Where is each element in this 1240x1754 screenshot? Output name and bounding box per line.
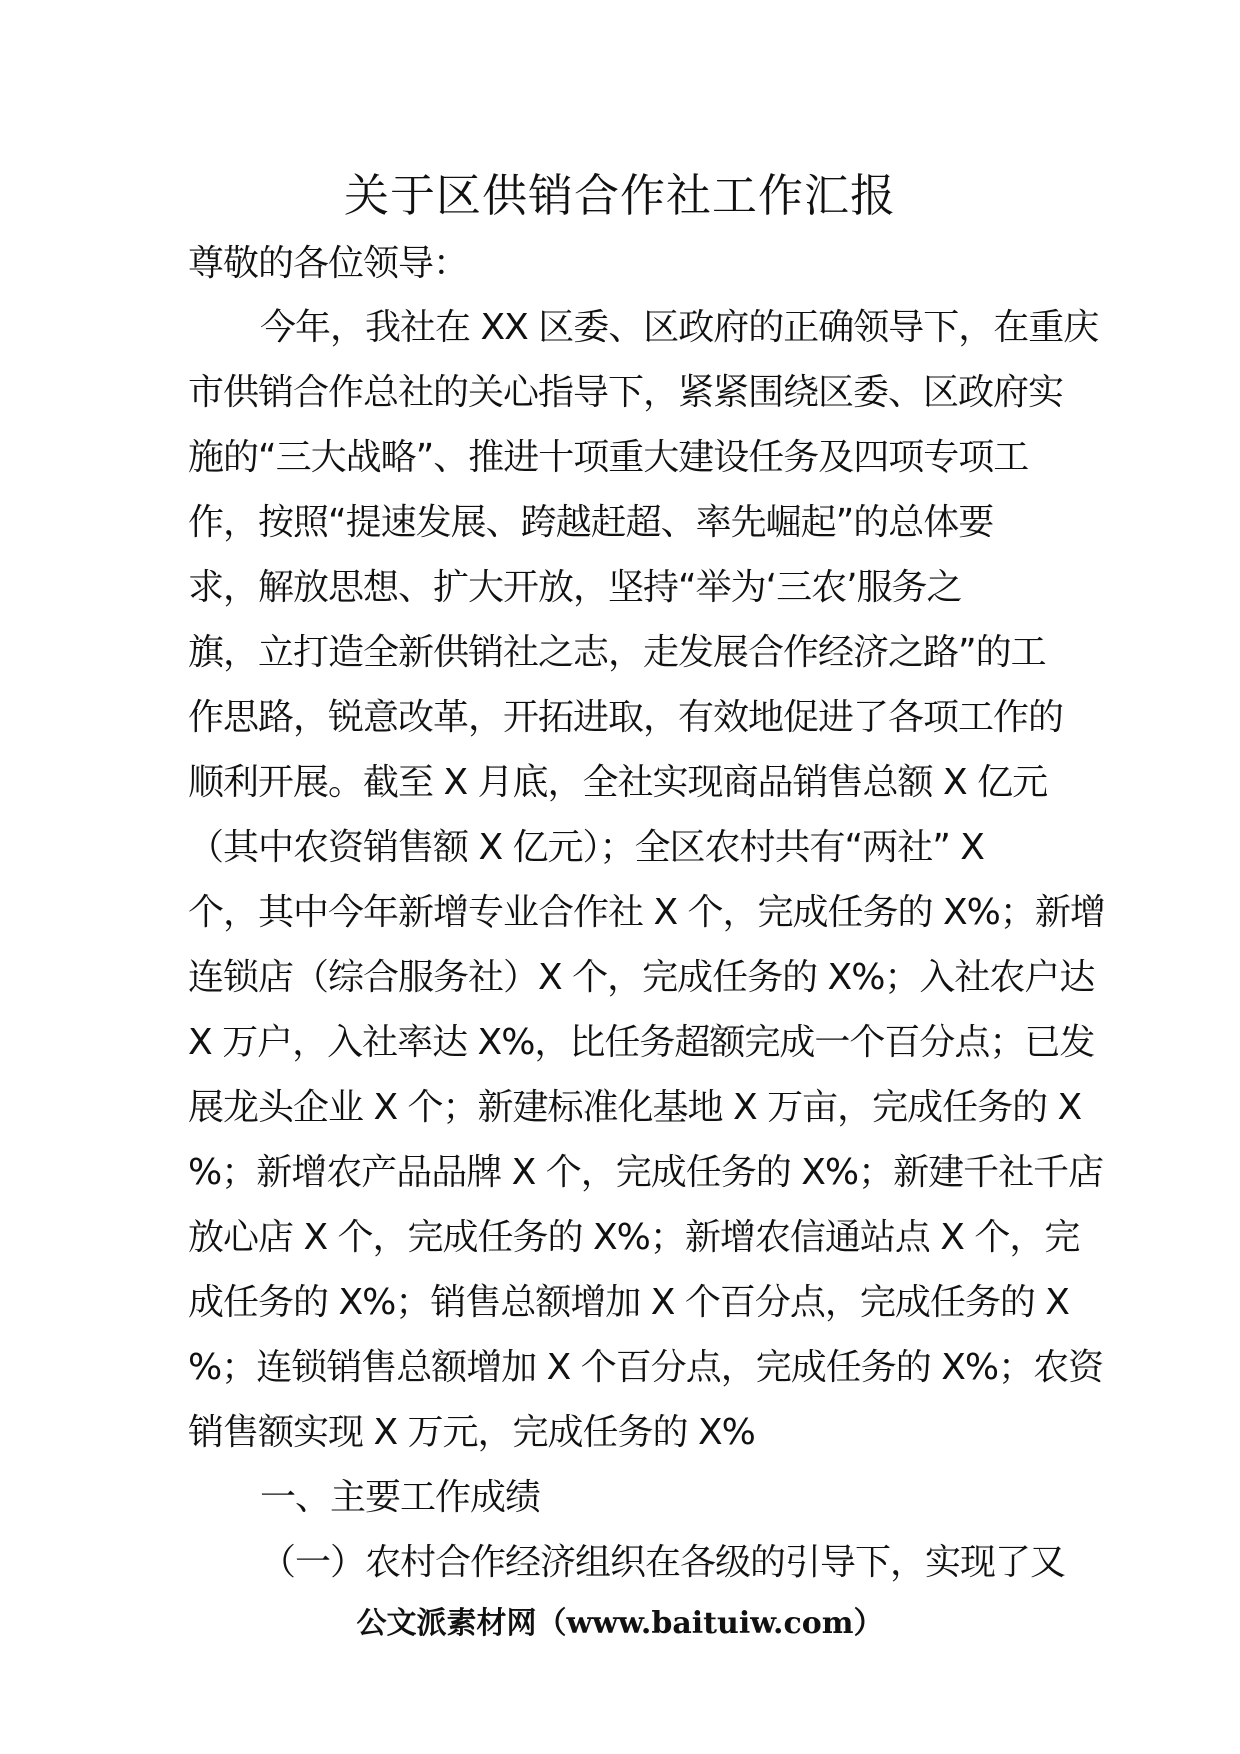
body-line: （其中农资销售额 X 亿元）；全区农村共有“两社” X bbox=[188, 827, 984, 868]
body-line: 今年，我社在 XX 区委、区政府的正确领导下，在重庆 bbox=[260, 307, 1099, 348]
footer-watermark: 公文派素材网（www.baituiw.com） bbox=[356, 1606, 884, 1641]
body-line: 放心店 X 个，完成任务的 X%；新增农信通站点 X 个，完 bbox=[188, 1217, 1080, 1258]
body-line: %；连锁销售总额增加 X 个百分点，完成任务的 X%；农资 bbox=[188, 1347, 1104, 1388]
body-line: 个，其中今年新增专业合作社 X 个，完成任务的 X%；新增 bbox=[188, 892, 1105, 933]
body-line: 成任务的 X%；销售总额增加 X 个百分点，完成任务的 X bbox=[188, 1282, 1069, 1323]
body-text bbox=[188, 295, 1105, 1595]
body-line: X 万户，入社率达 X%，比任务超额完成一个百分点；已发 bbox=[188, 1022, 1095, 1063]
body-line: 作，按照“提速发展、跨越赶超、率先崛起”的总体要 bbox=[188, 502, 994, 543]
body-line: 市供销合作总社的关心指导下，紧紧围绕区委、区政府实 bbox=[188, 372, 1064, 413]
body-line: 求，解放思想、扩大开放，坚持“举为‘三农’服务之 bbox=[188, 567, 962, 608]
salutation: 尊敬的各位领导： bbox=[188, 243, 469, 284]
body-line: 施的“三大战略”、推进十项重大建设任务及四项专项工 bbox=[188, 437, 1029, 478]
document-title: 关于区供销合作社工作汇报 bbox=[343, 169, 896, 222]
body-line: 连锁店（综合服务社）X 个，完成任务的 X%；入社农户达 bbox=[188, 957, 1095, 998]
body-line: 销售额实现 X 万元，完成任务的 X% bbox=[188, 1412, 755, 1453]
body-line: （一）农村合作经济组织在各级的引导下，实现了又 bbox=[260, 1542, 1066, 1583]
body-line: 作思路，锐意改革，开拓进取，有效地促进了各项工作的 bbox=[188, 697, 1064, 738]
body-line: 顺利开展。截至 X 月底，全社实现商品销售总额 X 亿元 bbox=[188, 762, 1048, 803]
body-line: %；新增农产品品牌 X 个，完成任务的 X%；新建千社千店 bbox=[188, 1152, 1104, 1193]
body-line: 展龙头企业 X 个；新建标准化基地 X 万亩，完成任务的 X bbox=[188, 1087, 1082, 1128]
body-line: 旗，立打造全新供销社之志，走发展合作经济之路”的工 bbox=[188, 632, 1046, 673]
section-heading: 一、主要工作成绩 bbox=[260, 1477, 541, 1518]
